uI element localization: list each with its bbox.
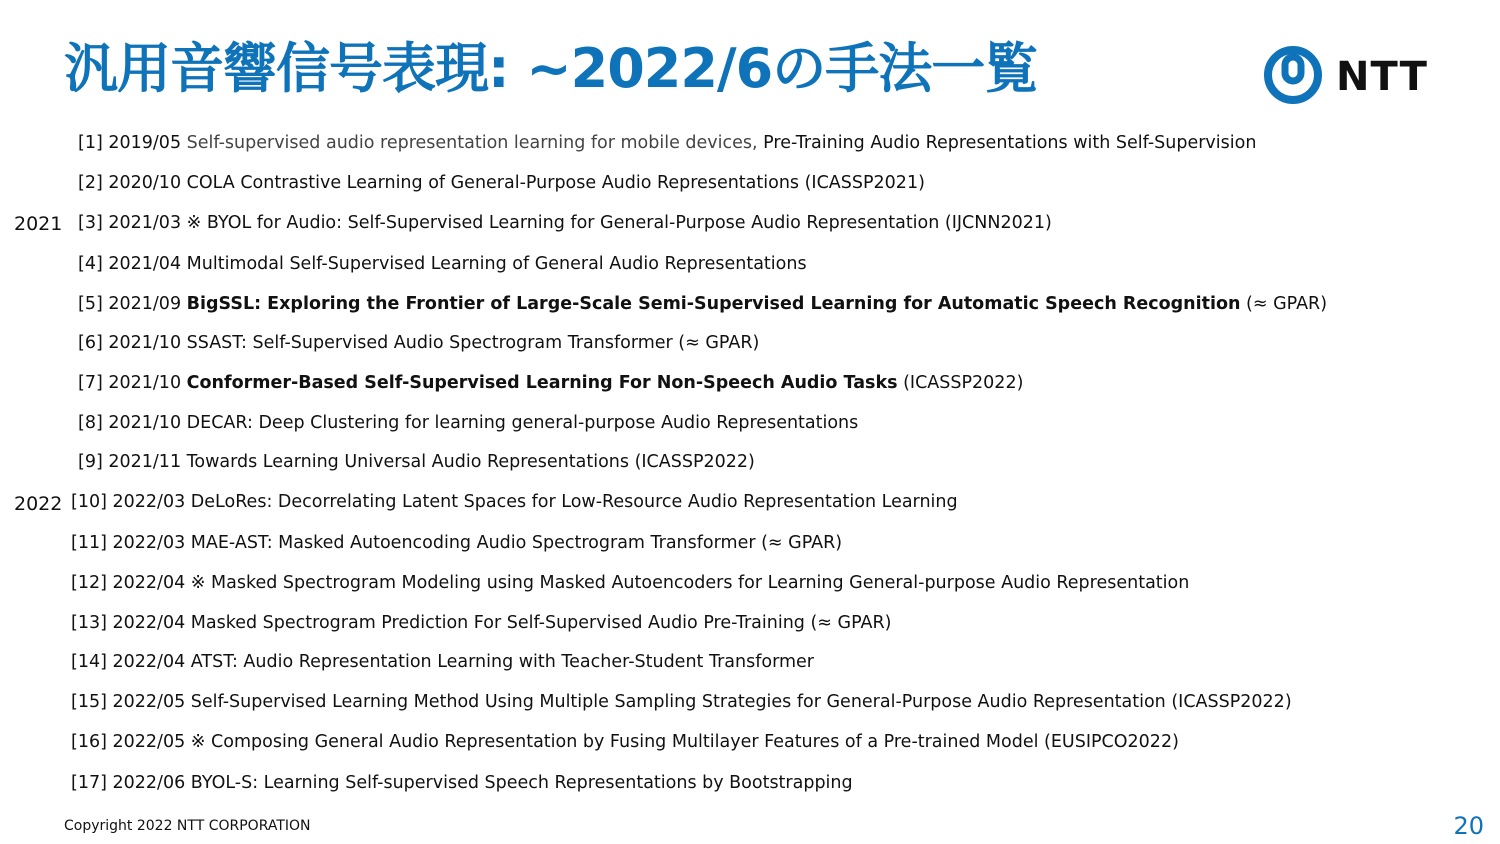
reference-date: 2020/10 <box>108 173 182 193</box>
reference-title: Masked Spectrogram Prediction For Self-Supervised Audio Pre-Training (≈ GPAR) <box>190 613 892 633</box>
reference-number: [4] <box>78 254 103 274</box>
reference-item <box>78 172 925 194</box>
reference-date: 2022/03 <box>112 492 186 512</box>
reference-title: Multimodal Self-Supervised Learning of General Audio Representations <box>186 254 807 274</box>
reference-number: [9] <box>78 452 103 472</box>
reference-date: 2021/09 <box>108 294 182 314</box>
reference-item <box>71 612 891 634</box>
reference-item <box>78 412 858 434</box>
reference-item <box>71 491 958 513</box>
reference-item <box>71 572 1189 594</box>
reference-title: MAE-AST: Masked Autoencoding Audio Spectrogram Transformer (≈ GPAR) <box>190 533 843 553</box>
reference-number: [13] <box>71 613 107 633</box>
reference-number: [1] <box>78 133 103 153</box>
reference-item <box>71 532 842 554</box>
ntt-logo <box>1262 44 1428 110</box>
reference-number: [14] <box>71 652 107 672</box>
reference-date: 2021/10 <box>108 333 182 353</box>
reference-number: [15] <box>71 692 107 712</box>
reference-number: [12] <box>71 573 107 593</box>
reference-note-mark: ※ <box>190 732 206 752</box>
reference-date: 2021/04 <box>108 254 182 274</box>
reference-number: [11] <box>71 533 107 553</box>
reference-item <box>71 731 1179 753</box>
reference-title-bold: Conformer-Based Self-Supervised Learning For Non-Speech Audio Tasks <box>186 373 898 393</box>
reference-date: 2022/03 <box>112 533 186 553</box>
page-number: 20 <box>1453 812 1484 840</box>
reference-number: [8] <box>78 413 103 433</box>
reference-date: 2021/11 <box>108 452 182 472</box>
reference-number: [17] <box>71 773 107 793</box>
reference-date: 2019/05 <box>108 133 182 153</box>
reference-item <box>78 332 759 354</box>
reference-item <box>78 253 807 275</box>
reference-title: Masked Spectrogram Modeling using Masked Autoencoders for Learning General-purpose Audio Representation <box>211 573 1190 593</box>
reference-suffix: (≈ GPAR) <box>1246 294 1328 314</box>
reference-number: [10] <box>71 492 107 512</box>
reference-number: [5] <box>78 294 103 314</box>
reference-note-mark: ※ <box>190 573 206 593</box>
copyright-footer: Copyright 2022 NTT CORPORATION <box>64 818 311 834</box>
reference-date: 2022/05 <box>112 692 186 712</box>
reference-date: 2022/06 <box>112 773 186 793</box>
reference-suffix: (ICASSP2022) <box>903 373 1024 393</box>
reference-date: 2021/10 <box>108 413 182 433</box>
year-label-2021: 2021 <box>14 213 63 235</box>
reference-note-mark: ※ <box>186 213 202 233</box>
reference-number: [7] <box>78 373 103 393</box>
reference-item <box>71 651 814 673</box>
reference-title: Pre-Training Audio Representations with Self-Supervision <box>763 133 1257 153</box>
reference-title: DeLoRes: Decorrelating Latent Spaces for Low-Resource Audio Representation Learning <box>190 492 958 512</box>
reference-date: 2022/04 <box>112 652 186 672</box>
reference-number: [3] <box>78 213 103 233</box>
reference-title: BYOL for Audio: Self-Supervised Learning for General-Purpose Audio Representation (IJCNN2021) <box>206 213 1052 233</box>
reference-title: Self-Supervised Learning Method Using Multiple Sampling Strategies for General-Purpose Audio Representation (ICASSP2022) <box>190 692 1292 712</box>
reference-item <box>71 691 1292 713</box>
reference-item <box>71 772 853 794</box>
year-label-2022: 2022 <box>14 493 63 515</box>
reference-title: ATST: Audio Representation Learning with Teacher-Student Transformer <box>190 652 814 672</box>
reference-date: 2022/05 <box>112 732 186 752</box>
reference-title: Composing General Audio Representation by Fusing Multilayer Features of a Pre-trained Model (EUSIPCO2022) <box>211 732 1179 752</box>
reference-title: SSAST: Self-Supervised Audio Spectrogram Transformer (≈ GPAR) <box>186 333 760 353</box>
reference-number: [2] <box>78 173 103 193</box>
reference-title: DECAR: Deep Clustering for learning general-purpose Audio Representations <box>186 413 859 433</box>
reference-date: 2022/04 <box>112 613 186 633</box>
reference-title-bold: BigSSL: Exploring the Frontier of Large-Scale Semi-Supervised Learning for Automatic Speech Recognition <box>186 294 1241 314</box>
reference-item <box>78 212 1052 234</box>
reference-item <box>78 451 755 473</box>
reference-title-secondary: Self-supervised audio representation learning for mobile devices, <box>186 133 758 153</box>
reference-item <box>78 132 1256 154</box>
reference-date: 2022/04 <box>112 573 186 593</box>
ntt-logo-text: NTT <box>1336 54 1428 100</box>
ntt-logo-icon <box>1262 44 1324 110</box>
reference-title: COLA Contrastive Learning of General-Purpose Audio Representations (ICASSP2021) <box>186 173 925 193</box>
reference-date: 2021/03 <box>108 213 182 233</box>
reference-item <box>78 372 1023 394</box>
reference-number: [16] <box>71 732 107 752</box>
reference-title: BYOL-S: Learning Self-supervised Speech Representations by Bootstrapping <box>190 773 853 793</box>
reference-number: [6] <box>78 333 103 353</box>
reference-item <box>78 293 1327 315</box>
reference-title: Towards Learning Universal Audio Representations (ICASSP2022) <box>186 452 755 472</box>
reference-date: 2021/10 <box>108 373 182 393</box>
page-title: 汎用音響信号表現: ~2022/6の手法一覧 <box>64 37 1038 100</box>
